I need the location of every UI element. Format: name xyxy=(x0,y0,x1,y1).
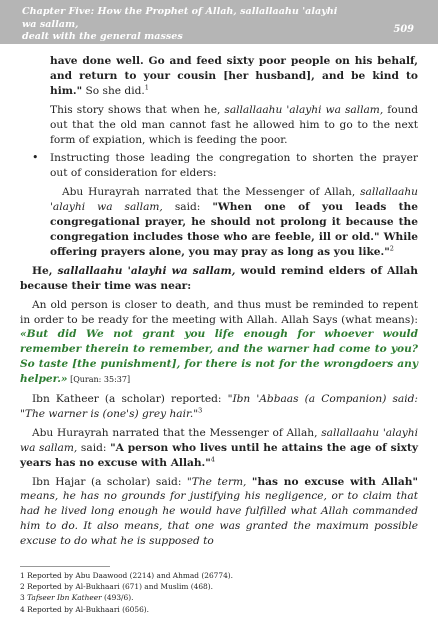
bullet-icon: • xyxy=(32,151,39,165)
paragraph-hadith-end xyxy=(20,54,418,99)
quote-text: "The term, xyxy=(186,475,252,488)
footnote-2 xyxy=(20,581,418,592)
text-run: This story shows that when he, xyxy=(50,103,225,116)
footnote-number: 3 xyxy=(20,593,25,603)
hadith-text: have done well. Go and feed sixty poor people on his behalf, and return to your cousin [her husband], and be kind to him." xyxy=(50,55,418,97)
quran-reference: [Quran: 35:37] xyxy=(67,375,131,385)
paragraph-hadith-3 xyxy=(20,426,418,471)
footnote-book-title: Tafseer Ibn Katheer xyxy=(27,593,102,603)
bullet-text: Instructing those leading the congregation to shorten the prayer out of consideration for elders: xyxy=(50,152,418,180)
text-run: said: xyxy=(162,201,213,214)
footnote-4 xyxy=(20,604,418,615)
text-run: would remind elders of Allah because their time was near: xyxy=(20,264,418,292)
footnote-text: (493/6). xyxy=(101,593,134,603)
text-run: Abu Hurayrah narrated that the Messenger of Allah, xyxy=(62,186,361,199)
paragraph-hadith-2 xyxy=(20,185,418,260)
footnote-divider xyxy=(20,566,110,567)
text-run: He, xyxy=(32,264,58,277)
honorific: sallallaahu 'alayhi wa sallam, xyxy=(57,264,236,277)
footnote-ref-2: 2 xyxy=(389,244,394,253)
footnote-ref-3: 3 xyxy=(198,406,203,415)
bullet-item xyxy=(20,151,418,181)
footnote-number: 4 xyxy=(20,604,25,614)
quote-text: means, he has no grounds for justifying his negligence, or to claim that had he lived long enough he would have fulfilled what Allah commanded him to do. It also means, that one was granted the maximum possible excuse to do what he is supposed to xyxy=(20,490,418,548)
footnote-3 xyxy=(20,592,418,603)
text-run: An old person is closer to death, and thus must be reminded to repent in order to be ready for the meeting with Allah. Allah Says (what means): xyxy=(20,298,418,326)
quran-quote: «But did We not grant you life enough for whoever would remember therein to remember, and the warner had come to you? So taste [the punishment], for there is not for the wrongdoers any helper.» xyxy=(20,328,418,386)
paragraph-ibn-hajar xyxy=(20,475,418,550)
quote-text: "Ibn 'Abbaas (a Companion) said: "The warner is (one's) grey hair." xyxy=(20,393,418,420)
footnote-text: Reported by Al-Bukhaari (6056). xyxy=(27,604,150,614)
footnote-number: 2 xyxy=(20,582,25,592)
honorific: sallallaahu 'alayhi wa sallam, xyxy=(50,186,418,214)
text-run: found out that the old man cannot fast he allowed him to go to the next form of expiation, which is feeding the poor. xyxy=(50,103,418,146)
hadith-tail: So she did. xyxy=(82,84,145,97)
footnote-1 xyxy=(20,570,418,581)
footnote-ref-1: 1 xyxy=(144,83,149,92)
hadith-text: "A person who lives until he attains the age of sixty years has no excuse with Allah." xyxy=(20,441,419,469)
paragraph-explanation xyxy=(20,103,418,148)
chapter-title-line1: Chapter Five: How the Prophet of Allah, sallallaahu 'alayhi wa sallam, xyxy=(22,6,338,30)
section-heading xyxy=(20,264,418,294)
quote-emphasis: "has no excuse with Allah" xyxy=(251,475,418,488)
page-header xyxy=(0,0,438,44)
text-run: Abu Hurayrah narrated that the Messenger of Allah, xyxy=(32,426,322,439)
paragraph-ibn-katheer xyxy=(20,392,418,422)
honorific: sallallaahu 'alayhi wa sallam, xyxy=(20,426,418,454)
chapter-title-line2: dealt with the general masses xyxy=(22,31,183,42)
text-run: Ibn Katheer (a scholar) reported: xyxy=(32,393,228,406)
footnotes xyxy=(20,570,418,615)
honorific: sallallaahu 'alayhi wa sallam, xyxy=(224,103,384,116)
paragraph-quran xyxy=(20,298,418,388)
footnote-text: Reported by Al-Bukhaari (671) and Muslim (468). xyxy=(27,582,213,592)
footnote-text: Reported by Abu Daawood (2214) and Ahmad (26774). xyxy=(27,571,234,580)
footnote-number: 1 xyxy=(20,571,25,580)
page-body xyxy=(20,54,418,553)
text-run: Ibn Hajar (a scholar) said: xyxy=(32,475,187,488)
footnote-ref-4: 4 xyxy=(210,455,215,464)
text-run: said: xyxy=(77,441,111,454)
page-number: 509 xyxy=(393,24,414,35)
chapter-title xyxy=(22,6,352,44)
hadith-text: "When one of you leads the congregational prayer, he should not prolong it because the congregation includes those who are feeble, ill or old." While offering prayers alone, you may pray as long as you like." xyxy=(50,201,418,258)
